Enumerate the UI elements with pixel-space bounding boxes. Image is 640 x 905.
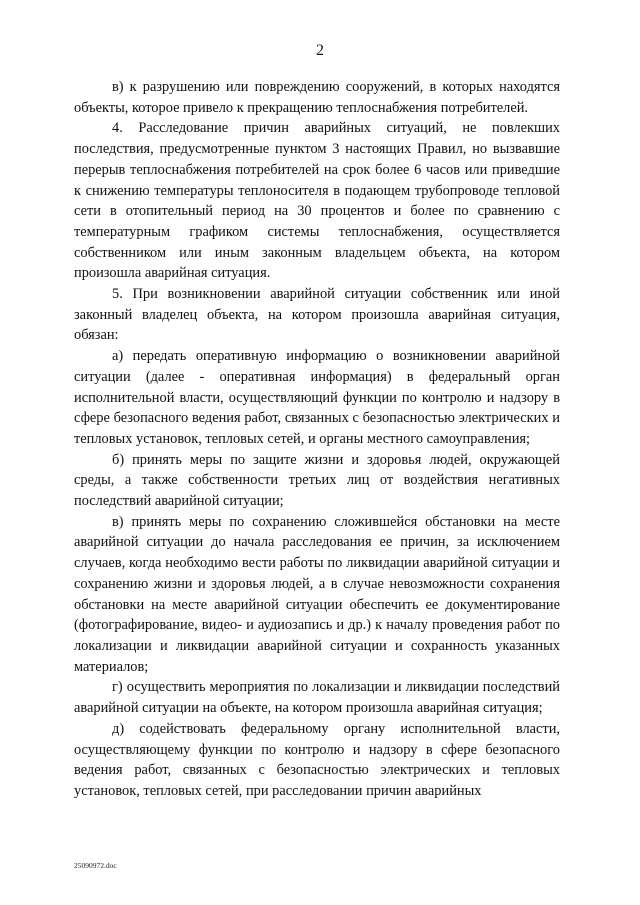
- paragraph-g-localize: г) осуществить мероприятия по локализации и ликвидации последствий аварийной ситуации на объекте, на котором произошла аварийная ситуация;: [74, 679, 560, 717]
- file-name-footer: 25090972.doc: [74, 861, 117, 870]
- paragraph-v-destruction: в) к разрушению или повреждению сооружений, в которых находятся объекты, которое привело к прекращению теплоснабжения потребителей.: [74, 79, 560, 116]
- paragraph-d-assist: д) содействовать федеральному органу исполнительной власти, осуществляющему функции по контролю и надзору в сфере безопасного ведения работ, связанных с безопасностью электрических и тепловых установок, тепловых сетей, при расследовании причин аварийных: [74, 720, 560, 799]
- paragraph-a-report: а) передать оперативную информацию о возникновении аварийной ситуации (далее - оперативная информация) в федеральный орган исполнительной власти, осуществляющий функции по контролю и надзору в сфере безопасного ведения работ, связанных с безопасностью электрических и тепловых установок, тепловых сетей, и органы местного самоуправления;: [74, 348, 560, 447]
- paragraph-5-obligations: 5. При возникновении аварийной ситуации собственник или иной законный владелец объекта, на котором произошла аварийная ситуация, обязан:: [74, 286, 560, 344]
- paragraph-v-preserve: в) принять меры по сохранению сложившейся обстановки на месте аварийной ситуации до начала расследования ее причин, за исключением случаев, когда необходимо вести работы по ликвидации аварийной ситуации и сохранению жизни и здоровья людей, а в случае невозможности сохранения обстановки на месте аварийной ситуации обеспечить ее документирование (фотографирование, видео- и аудиозапись и др.) к началу проведения работ по локализации и ликвидации аварийной ситуации и сохранность указанных материалов;: [74, 513, 560, 675]
- paragraph-b-protect: б) принять меры по защите жизни и здоровья людей, окружающей среды, а также собственности третьих лиц от воздействия негативных последствий аварийной ситуации;: [74, 451, 560, 510]
- page-number: 2: [316, 42, 324, 59]
- document-body: [74, 77, 560, 802]
- paragraph-4-investigation: 4. Расследование причин аварийных ситуаций, не повлекших последствия, предусмотренные пунктом 3 настоящих Правил, но вызвавшие перерыв теплоснабжения потребителей на срок более 6 часов или приведшие к снижению температуры теплоносителя в подающем трубопроводе тепловой сети в отопительный период на 30 процентов и более по сравнению с температурным графиком системы теплоснабжения, осуществляется собственником или иным законным владельцем объекта, на котором произошла аварийная ситуация.: [74, 120, 560, 282]
